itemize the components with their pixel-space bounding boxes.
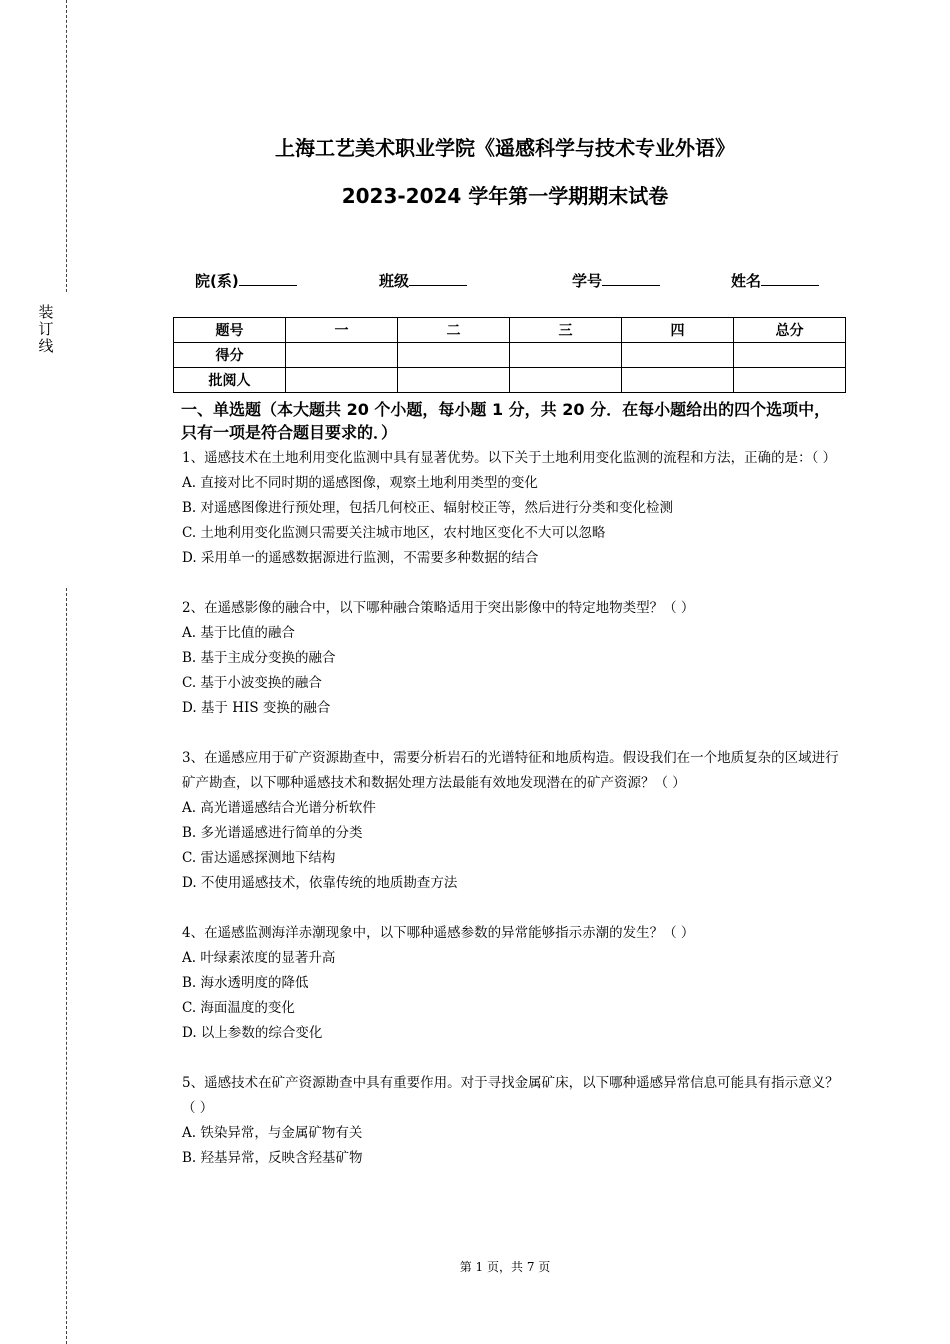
score-table-cell: [398, 368, 510, 393]
option-c: C. 海面温度的变化: [182, 1000, 295, 1016]
option-c: C. 基于小波变换的融合: [182, 675, 322, 691]
score-table-row: [174, 343, 846, 368]
option-d: D. 基于 HIS 变换的融合: [182, 700, 331, 716]
question-5: [182, 1071, 844, 1171]
option-a: A. 基于比值的融合: [182, 625, 295, 641]
question-stem: 1、遥感技术在土地利用变化监测中具有显著优势。以下关于土地利用变化监测的流程和方法，正确的是：（ ）: [182, 450, 837, 466]
fill-blank: [409, 271, 467, 286]
score-table-cell: 批阅人: [174, 368, 286, 393]
score-table-header: 题号: [174, 318, 286, 343]
exam-subtitle: 2023-2024 学年第一学期期末试卷: [341, 184, 669, 208]
binding-label: 装订线: [38, 303, 54, 355]
fill-blank: [602, 271, 660, 286]
question-4: [182, 921, 844, 1046]
score-table-row: [174, 368, 846, 393]
info-field-class: [379, 270, 467, 291]
option-c: C. 土地利用变化监测只需要关注城市地区，农村地区变化不大可以忽略: [182, 525, 606, 541]
option-c: C. 雷达遥感探测地下结构: [182, 850, 336, 866]
score-table-cell: [286, 343, 398, 368]
option-d: D. 不使用遥感技术，依靠传统的地质勘查方法: [182, 875, 458, 891]
option-d: D. 以上参数的综合变化: [182, 1025, 323, 1041]
score-table-cell: [510, 343, 622, 368]
question-list: [182, 446, 844, 1196]
option-b: B. 基于主成分变换的融合: [182, 650, 336, 666]
info-field-label: 学号: [572, 272, 603, 290]
question-stem: 2、在遥感影像的融合中，以下哪种融合策略适用于突出影像中的特定地物类型？（ ）: [182, 600, 695, 616]
option-a: A. 叶绿素浓度的显著升高: [182, 950, 336, 966]
option-b: B. 海水透明度的降低: [182, 975, 309, 991]
score-table-cell: [510, 368, 622, 393]
option-a: A. 直接对比不同时期的遥感图像，观察土地利用类型的变化: [182, 475, 538, 491]
score-table-header: 四: [622, 318, 734, 343]
question-2: [182, 596, 844, 721]
score-table-cell: [398, 343, 510, 368]
option-a: A. 铁染异常，与金属矿物有关: [182, 1125, 363, 1141]
info-field-label: 姓名: [731, 272, 762, 290]
info-field-label: 班级: [379, 272, 410, 290]
option-d: D. 采用单一的遥感数据源进行监测，不需要多种数据的结合: [182, 550, 539, 566]
score-table-cell: [734, 368, 846, 393]
score-table-header: 二: [398, 318, 510, 343]
score-table-header: 一: [286, 318, 398, 343]
info-field-student-id: [572, 270, 660, 291]
question-stem: 4、在遥感监测海洋赤潮现象中，以下哪种遥感参数的异常能够指示赤潮的发生？（ ）: [182, 925, 695, 941]
score-table-header: 总分: [734, 318, 846, 343]
info-field-label: 院(系): [195, 272, 239, 290]
page-footer: 第 1 页，共 7 页: [459, 1260, 551, 1274]
section-heading: 一、单选题（本大题共 20 个小题，每小题 1 分，共 20 分．在每小题给出的四个选项中，只有一项是符合题目要求的．）: [181, 400, 831, 442]
score-table-header: 三: [510, 318, 622, 343]
score-table-header-row: [174, 318, 846, 343]
fill-blank: [239, 271, 297, 286]
info-field-department: [195, 270, 297, 291]
exam-title: 上海工艺美术职业学院《遥感科学与技术专业外语》: [275, 136, 735, 160]
score-table-cell: [622, 368, 734, 393]
option-b: B. 对遥感图像进行预处理，包括几何校正、辐射校正等，然后进行分类和变化检测: [182, 500, 674, 516]
binding-line-bottom: [66, 588, 67, 1344]
question-1: [182, 446, 844, 571]
option-b: B. 多光谱遥感进行简单的分类: [182, 825, 363, 841]
question-stem: 3、在遥感应用于矿产资源勘查中，需要分析岩石的光谱特征和地质构造。假设我们在一个地质复杂的区域进行矿产勘查，以下哪种遥感技术和数据处理方法最能有效地发现潜在的矿产资源？（ ）: [182, 750, 839, 791]
score-table-cell: [622, 343, 734, 368]
score-table-cell: [286, 368, 398, 393]
option-b: B. 羟基异常，反映含羟基矿物: [182, 1150, 363, 1166]
question-stem: 5、遥感技术在矿产资源勘查中具有重要作用。对于寻找金属矿床，以下哪种遥感异常信息可能具有指示意义？（ ）: [182, 1075, 839, 1116]
score-table-cell: 得分: [174, 343, 286, 368]
score-table: [173, 317, 846, 393]
score-table-cell: [734, 343, 846, 368]
option-a: A. 高光谱遥感结合光谱分析软件: [182, 800, 376, 816]
question-3: [182, 746, 844, 896]
info-field-name: [731, 270, 819, 291]
fill-blank: [761, 271, 819, 286]
